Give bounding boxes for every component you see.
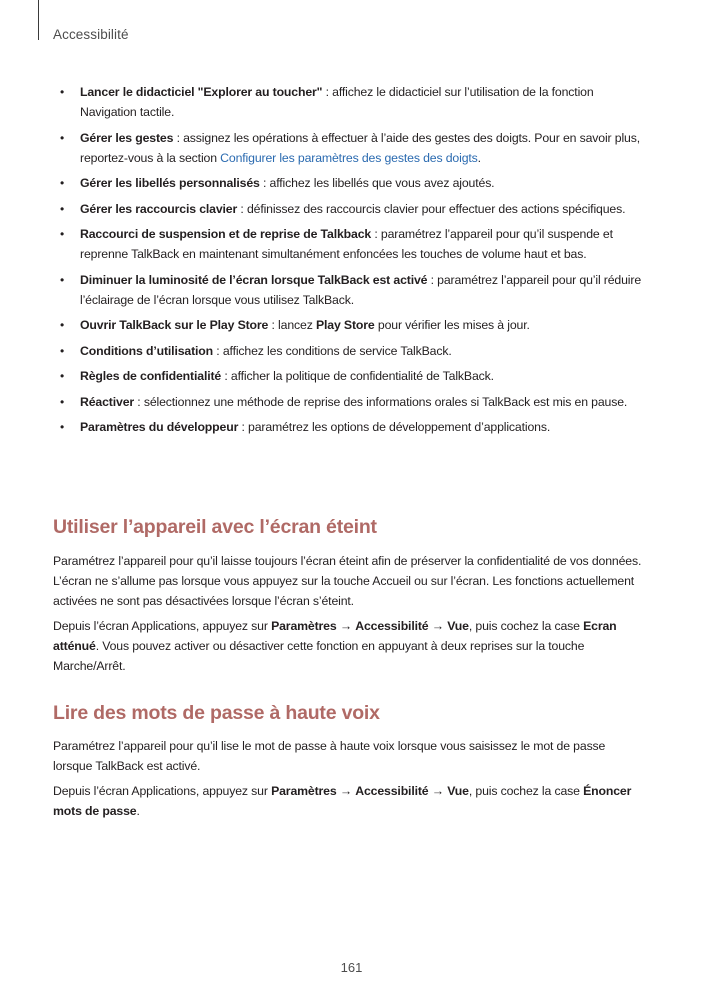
option-label: Gérer les gestes <box>80 130 174 145</box>
bullet-icon: • <box>60 420 65 434</box>
option-label: Règles de confidentialité <box>80 369 222 383</box>
option-description: : paramétrez l’appareil pour qu’il suspende et reprenne TalkBack en maintenant simultanément enfoncées les touches de volume haut et bas. <box>80 227 613 261</box>
list-item <box>60 417 650 437</box>
page-number: 161 <box>340 960 363 975</box>
list-item <box>60 224 650 264</box>
option-description-end: pour vérifier les mises à jour. <box>374 318 530 332</box>
option-label: Réactiver <box>80 394 135 409</box>
section-paragraph: Paramétrez l’appareil pour qu’il lise le mot de passe à haute voix lorsque vous saisissez le mot de passe lorsque TalkBack est activé. <box>53 739 606 773</box>
list-item <box>60 315 650 335</box>
menu-path-settings: Paramètres <box>271 619 337 633</box>
bullet-icon: • <box>60 176 65 190</box>
option-description: : lancez <box>268 318 316 332</box>
instruction-text: , puis cochez la case <box>468 784 584 798</box>
option-description: : afficher la politique de confidentialité de TalkBack. <box>221 369 494 383</box>
option-label: Lancer le didacticiel "Explorer au toucher" <box>80 85 323 99</box>
arrow-icon: → <box>336 784 356 798</box>
list-item <box>60 173 650 193</box>
menu-path-accessibility: Accessibilité <box>355 784 429 798</box>
option-description: : paramétrez les options de développement d’applications. <box>238 420 551 434</box>
option-label: Diminuer la luminosité de l’écran lorsque TalkBack est activé <box>80 272 428 287</box>
list-item <box>60 128 650 168</box>
list-item <box>60 392 650 412</box>
checkbox-option-name: Énoncer mots de passe <box>53 784 632 818</box>
bullet-icon: • <box>60 201 65 216</box>
option-description: : affichez les conditions de service TalkBack. <box>213 343 452 358</box>
settings-option-list <box>60 82 650 443</box>
bullet-icon: • <box>60 272 65 287</box>
list-item <box>60 366 650 386</box>
bullet-icon: • <box>60 318 65 332</box>
bullet-icon: • <box>60 130 65 145</box>
arrow-icon: → <box>336 619 356 633</box>
option-description: : affichez le didacticiel sur l’utilisation de la fonction Navigation tactile. <box>80 85 594 119</box>
app-name: Play Store <box>315 318 375 332</box>
section-instructions <box>53 781 643 821</box>
option-label: Ouvrir TalkBack sur le Play Store <box>80 318 269 332</box>
menu-path-settings: Paramètres <box>271 784 337 798</box>
option-label: Conditions d’utilisation <box>80 343 214 358</box>
checkbox-option-name: Ecran atténué <box>53 619 617 653</box>
option-label: Gérer les libellés personnalisés <box>80 176 260 190</box>
option-label: Gérer les raccourcis clavier <box>80 201 238 216</box>
option-description: : affichez les libellés que vous avez ajoutés. <box>259 176 495 190</box>
bullet-icon: • <box>60 227 65 241</box>
instruction-text: Depuis l’écran Applications, appuyez sur <box>53 784 272 798</box>
arrow-icon: → <box>428 619 448 633</box>
list-item <box>60 341 650 361</box>
bullet-icon: • <box>60 369 65 383</box>
option-description: : paramétrez l’appareil pour qu’il réduire l’éclairage de l’écran lorsque vous utilisez TalkBack. <box>80 272 642 307</box>
bullet-icon: • <box>60 85 65 99</box>
bullet-icon: • <box>60 343 65 358</box>
list-item <box>60 199 650 219</box>
menu-path-vision: Vue <box>447 619 469 633</box>
running-header: Accessibilité <box>53 27 129 42</box>
menu-path-accessibility: Accessibilité <box>355 619 429 633</box>
option-label: Raccourci de suspension et de reprise de Talkback <box>80 227 372 241</box>
instruction-text: . Vous pouvez activer ou désactiver cette fonction en appuyant à deux reprises sur la touche Marche/Arrêt. <box>53 639 585 673</box>
option-description: : assignez les opérations à effectuer à l’aide des gestes des doigts. Pour en savoir plus, reportez-vous à la section <box>80 130 640 165</box>
section-heading-screen-off: Utiliser l’appareil avec l’écran éteint <box>53 516 377 538</box>
menu-path-vision: Vue <box>447 784 469 798</box>
bullet-icon: • <box>60 394 65 409</box>
option-description: : sélectionnez une méthode de reprise des informations orales si TalkBack est mis en pause. <box>134 394 628 409</box>
arrow-icon: → <box>428 784 448 798</box>
option-label: Paramètres du développeur <box>80 420 239 434</box>
instruction-text: , puis cochez la case <box>468 619 584 633</box>
punctuation: . <box>477 150 481 165</box>
instruction-text: Depuis l’écran Applications, appuyez sur <box>53 619 272 633</box>
section-instructions <box>53 616 643 676</box>
header-divider <box>38 0 39 40</box>
instruction-text: . <box>136 804 140 818</box>
section-heading-passwords: Lire des mots de passe à haute voix <box>53 702 380 724</box>
list-item <box>60 270 650 310</box>
option-description: : définissez des raccourcis clavier pour effectuer des actions spécifiques. <box>237 201 626 216</box>
section-paragraph: Paramétrez l’appareil pour qu’il laisse toujours l’écran éteint afin de préserver la confidentialité de vos données. L’écran ne s’allume pas lorsque vous appuyez sur la touche Accueil ou sur l’écran. Les fonctions actuellement activées ne sont pas désactivées lorsque l’écran s’éteint. <box>53 554 642 608</box>
cross-reference-link[interactable]: Configurer les paramètres des gestes des doigts <box>220 150 478 165</box>
list-item <box>60 82 650 122</box>
